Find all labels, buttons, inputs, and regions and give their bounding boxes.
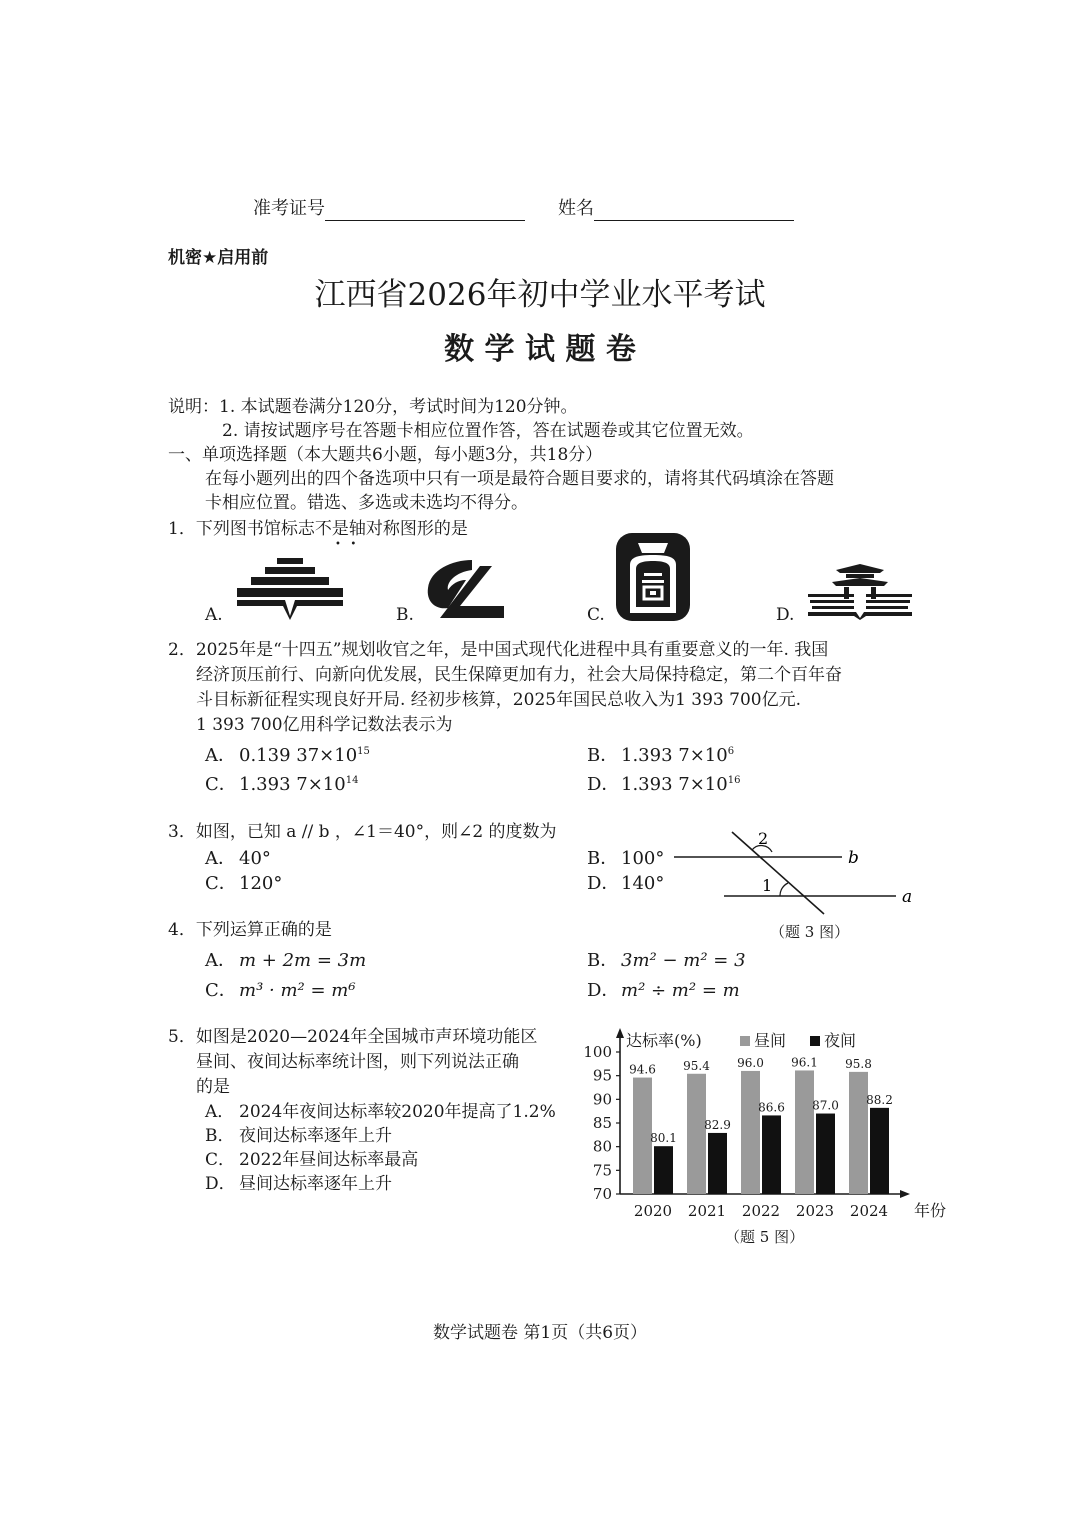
- library-logo-c-icon: [614, 531, 692, 623]
- y-tick-label: 100: [583, 1043, 612, 1061]
- chart-bar: [741, 1071, 760, 1194]
- q2-stem-line: 1 393 700亿用科学记数法表示为: [196, 715, 453, 735]
- instruction-item: 1. 本试题卷满分120分，考试时间为120分钟。: [219, 397, 578, 417]
- y-tick-label: 70: [592, 1185, 612, 1203]
- q1-option-label: D.: [776, 605, 795, 625]
- angle-1-label: 1: [762, 876, 773, 895]
- section-heading: 一、单项选择题（本大题共6小题，每小题3分，共18分）: [168, 445, 603, 465]
- y-tick-label: 80: [592, 1137, 612, 1156]
- instructions-label: 说明：: [168, 397, 219, 417]
- candidate-id-blank: [325, 202, 525, 221]
- library-logo-a-icon: [233, 556, 345, 620]
- bar-value-label: 88.2: [866, 1092, 893, 1107]
- q1-stem: 1．下列图书馆标志不是轴对称图形的是: [168, 519, 468, 539]
- q4-option-b: B． 3m² − m² = 3: [587, 950, 746, 971]
- q3-option-d: D．140°: [587, 873, 665, 894]
- line-b-label: b: [848, 848, 859, 868]
- q5-option-c: C． 2022年昼间达标率最高: [205, 1150, 419, 1170]
- q3-option-b: B． 100°: [587, 848, 665, 869]
- chart-bar: [849, 1072, 868, 1194]
- q2-option-b: B． 1.393 $7\times 10^6$: [587, 745, 735, 766]
- bar-value-label: 95.8: [845, 1056, 872, 1071]
- x-tick-label: 2023: [795, 1202, 835, 1220]
- x-tick-label: 2024: [849, 1202, 889, 1220]
- x-axis-title: 年份: [914, 1201, 947, 1220]
- chart-bar: [687, 1074, 706, 1194]
- q5-stem-line: 的是: [196, 1077, 230, 1097]
- bar-value-label: 94.6: [629, 1062, 656, 1077]
- parallel-lines-figure: [668, 826, 918, 918]
- bar-value-label: 80.1: [650, 1131, 677, 1146]
- instruction-item: 2. 请按试题序号在答题卡相应位置作答，答在试题卷或其它位置无效。: [222, 421, 754, 441]
- q4-stem: 4．下列运算正确的是: [168, 920, 332, 940]
- q4-option-d: D．m² ÷ m² = m: [587, 980, 740, 1001]
- chart-bar: [816, 1114, 835, 1194]
- instructions-line-1: [168, 395, 578, 419]
- library-logo-b-icon: [422, 556, 508, 622]
- q1-option-label: A.: [205, 605, 223, 625]
- exam-title: 江西省2026年初中学业水平考试: [314, 277, 766, 313]
- q5-option-a: A． 2024年夜间达标率较2020年提高了1.2%: [205, 1102, 556, 1122]
- legend-label: 夜间: [824, 1031, 857, 1050]
- candidate-id-label: 准考证号: [253, 198, 325, 219]
- section-description: 在每小题列出的四个备选项中只有一项是最符合题目要求的，请将其代码填涂在答题: [205, 469, 834, 489]
- page-footer: 数学试题卷 第1页（共6页）: [432, 1323, 648, 1343]
- q3-option-a: A． 40°: [205, 848, 271, 869]
- bar-value-label: 87.0: [812, 1098, 839, 1113]
- figure-caption: （题 3 图）: [770, 923, 850, 941]
- chart-bar: [870, 1108, 889, 1194]
- x-tick-label: 2022: [741, 1202, 781, 1220]
- bar-value-label: 96.0: [737, 1055, 764, 1070]
- chart-bar: [708, 1133, 727, 1194]
- name-blank: [594, 202, 794, 221]
- chart-bar: [654, 1146, 673, 1194]
- chart-bar: [633, 1078, 652, 1194]
- q2-option-d: D．1.393 $7\times 10^{16}$: [587, 774, 741, 795]
- legend-label: 昼间: [754, 1031, 787, 1050]
- q5-stem-line: 昼间、夜间达标率统计图，则下列说法正确: [196, 1052, 519, 1072]
- angle-1-arc: [780, 883, 788, 896]
- bar-value-label: 96.1: [791, 1055, 818, 1070]
- q2-stem-line: 2．2025年是“十四五”规划收官之年，是中国式现代化进程中具有重要意义的一年. 我国: [168, 640, 829, 660]
- q3-option-c: C． 120°: [205, 873, 283, 894]
- y-tick-label: 95: [592, 1066, 612, 1085]
- confidential-mark: 机密★启用前: [168, 248, 269, 268]
- q2-option-a: A． 0.139 $37\times 10^{15}$: [205, 745, 370, 766]
- name-field: [558, 196, 794, 221]
- q4-option-c: C． m³ · m² = m⁶: [205, 980, 356, 1001]
- y-axis-arrow: [616, 1028, 624, 1038]
- bar-value-label: 95.4: [683, 1058, 710, 1073]
- chart-bar: [762, 1115, 781, 1194]
- paper-subtitle: 数 学 试 题 卷: [444, 332, 636, 367]
- x-tick-label: 2020: [633, 1202, 673, 1220]
- candidate-id-field: [253, 196, 525, 221]
- chart-caption: （题 5 图）: [725, 1228, 805, 1246]
- q5-option-d: D． 昼间达标率逐年上升: [205, 1174, 392, 1194]
- q3-stem: 3．如图，已知 a // b ，∠1＝40°，则∠2 的度数为: [168, 822, 557, 842]
- y-axis-title: 达标率(%): [626, 1031, 702, 1050]
- y-tick-label: 85: [592, 1114, 612, 1132]
- q1-option-label: C.: [587, 605, 605, 625]
- y-tick-label: 75: [592, 1161, 612, 1180]
- q2-stem-line: 经济顶压前行、向新向优发展，民生保障更加有力，社会大局保持稳定，第二个百年奋: [196, 665, 842, 685]
- q5-stem-line: 5．如图是2020—2024年全国城市声环境功能区: [168, 1027, 538, 1047]
- q4-option-a: A． m + 2m = 3m: [205, 950, 367, 971]
- q2-stem-line: 斗目标新征程实现良好开局. 经初步核算，2025年国民总收入为1 393 700亿元.: [196, 690, 801, 710]
- library-logo-d-icon: [806, 562, 914, 620]
- transversal-line: [732, 832, 824, 914]
- legend-swatch: [740, 1036, 750, 1046]
- angle-2-label: 2: [758, 829, 769, 848]
- q2-option-c: C． 1.393 $7\times 10^{14}$: [205, 774, 359, 795]
- section-description: 卡相应位置。错选、多选或未选均不得分。: [205, 493, 528, 513]
- q5-option-b: B． 夜间达标率逐年上升: [205, 1126, 392, 1146]
- bar-value-label: 86.6: [758, 1100, 785, 1115]
- chart-bar: [795, 1070, 814, 1194]
- bar-value-label: 82.9: [704, 1117, 731, 1132]
- x-axis-arrow: [900, 1190, 910, 1198]
- x-tick-label: 2021: [687, 1202, 727, 1220]
- y-tick-label: 90: [592, 1090, 612, 1109]
- legend-swatch: [810, 1036, 820, 1046]
- noise-compliance-bar-chart: [580, 1022, 947, 1227]
- line-a-label: a: [902, 887, 913, 907]
- emphasis-dots: • •: [335, 539, 357, 550]
- name-label: 姓名: [558, 198, 594, 219]
- q1-option-label: B.: [396, 605, 414, 625]
